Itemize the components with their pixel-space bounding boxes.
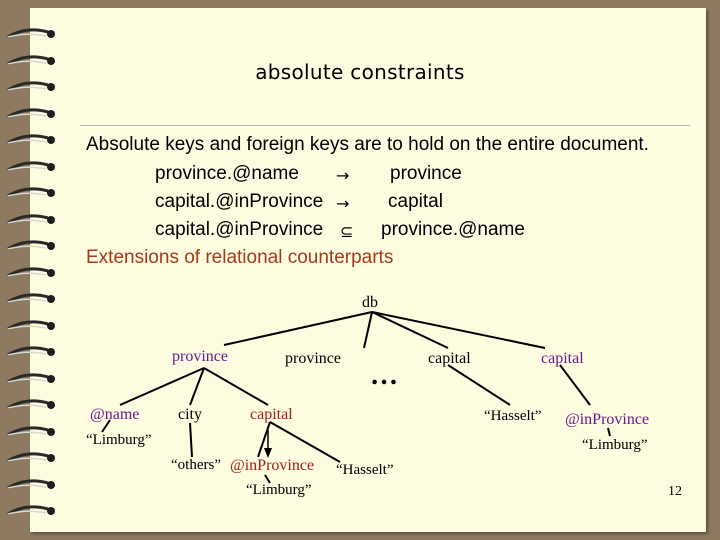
tree-node-province-2: province [285,350,341,367]
tree-ellipsis: … [370,360,399,391]
tree-node-others: “others” [171,457,221,473]
page-number: 12 [668,484,682,499]
statement-line: Absolute keys and foreign keys are to hold on the entire document. [86,134,649,155]
edge-inprovince-limburg2 [608,428,610,436]
tree-node-capital-2: capital [541,350,584,367]
arrow-icon: → [336,194,350,213]
edge-capital2-inprovince [560,365,590,405]
tree-node-limburg-1: “Limburg” [86,432,152,448]
edge-province-capital [204,368,268,405]
edge-capital-hasselt [270,422,340,462]
edge-capital1-hasselt [448,365,510,405]
tree-node-province-1: province [172,348,228,365]
tree-node-city: city [178,406,202,423]
tree-node-hasselt-2: “Hasselt” [336,462,394,478]
tree-node-inprovince-1: @inProvince [230,457,315,474]
tree-node-limburg-3: “Limburg” [582,437,648,453]
subset-icon: ⊆ [340,222,354,241]
fk-rhs: province.@name [381,219,525,240]
edge-db-capital2 [372,312,545,348]
arrow-icon: → [336,166,350,185]
fk-lhs: capital.@inProvince [155,219,324,240]
edge-db-province2 [364,312,372,348]
key-lhs-1: province.@name [155,163,299,184]
edge-db-capital1 [372,312,448,348]
edge-db-province1 [224,312,372,345]
tree-node-name-attr: @name [90,406,140,423]
slide-title: absolute constraints [255,60,465,84]
extensions-note: Extensions of relational counterparts [86,247,394,268]
tree-node-capital-1: capital [428,350,471,367]
edge-city-others [190,423,192,457]
tree-node-capital-child: capital [250,406,293,423]
tree-node-db: db [362,294,378,311]
tree-node-limburg-2: “Limburg” [246,482,312,498]
key-rhs-2: capital [388,191,443,212]
key-rhs-1: province [390,163,462,184]
tree-node-inprovince-2: @inProvince [565,411,650,428]
key-lhs-2: capital.@inProvince [155,191,324,212]
tree-node-hasselt-1: “Hasselt” [484,408,542,424]
